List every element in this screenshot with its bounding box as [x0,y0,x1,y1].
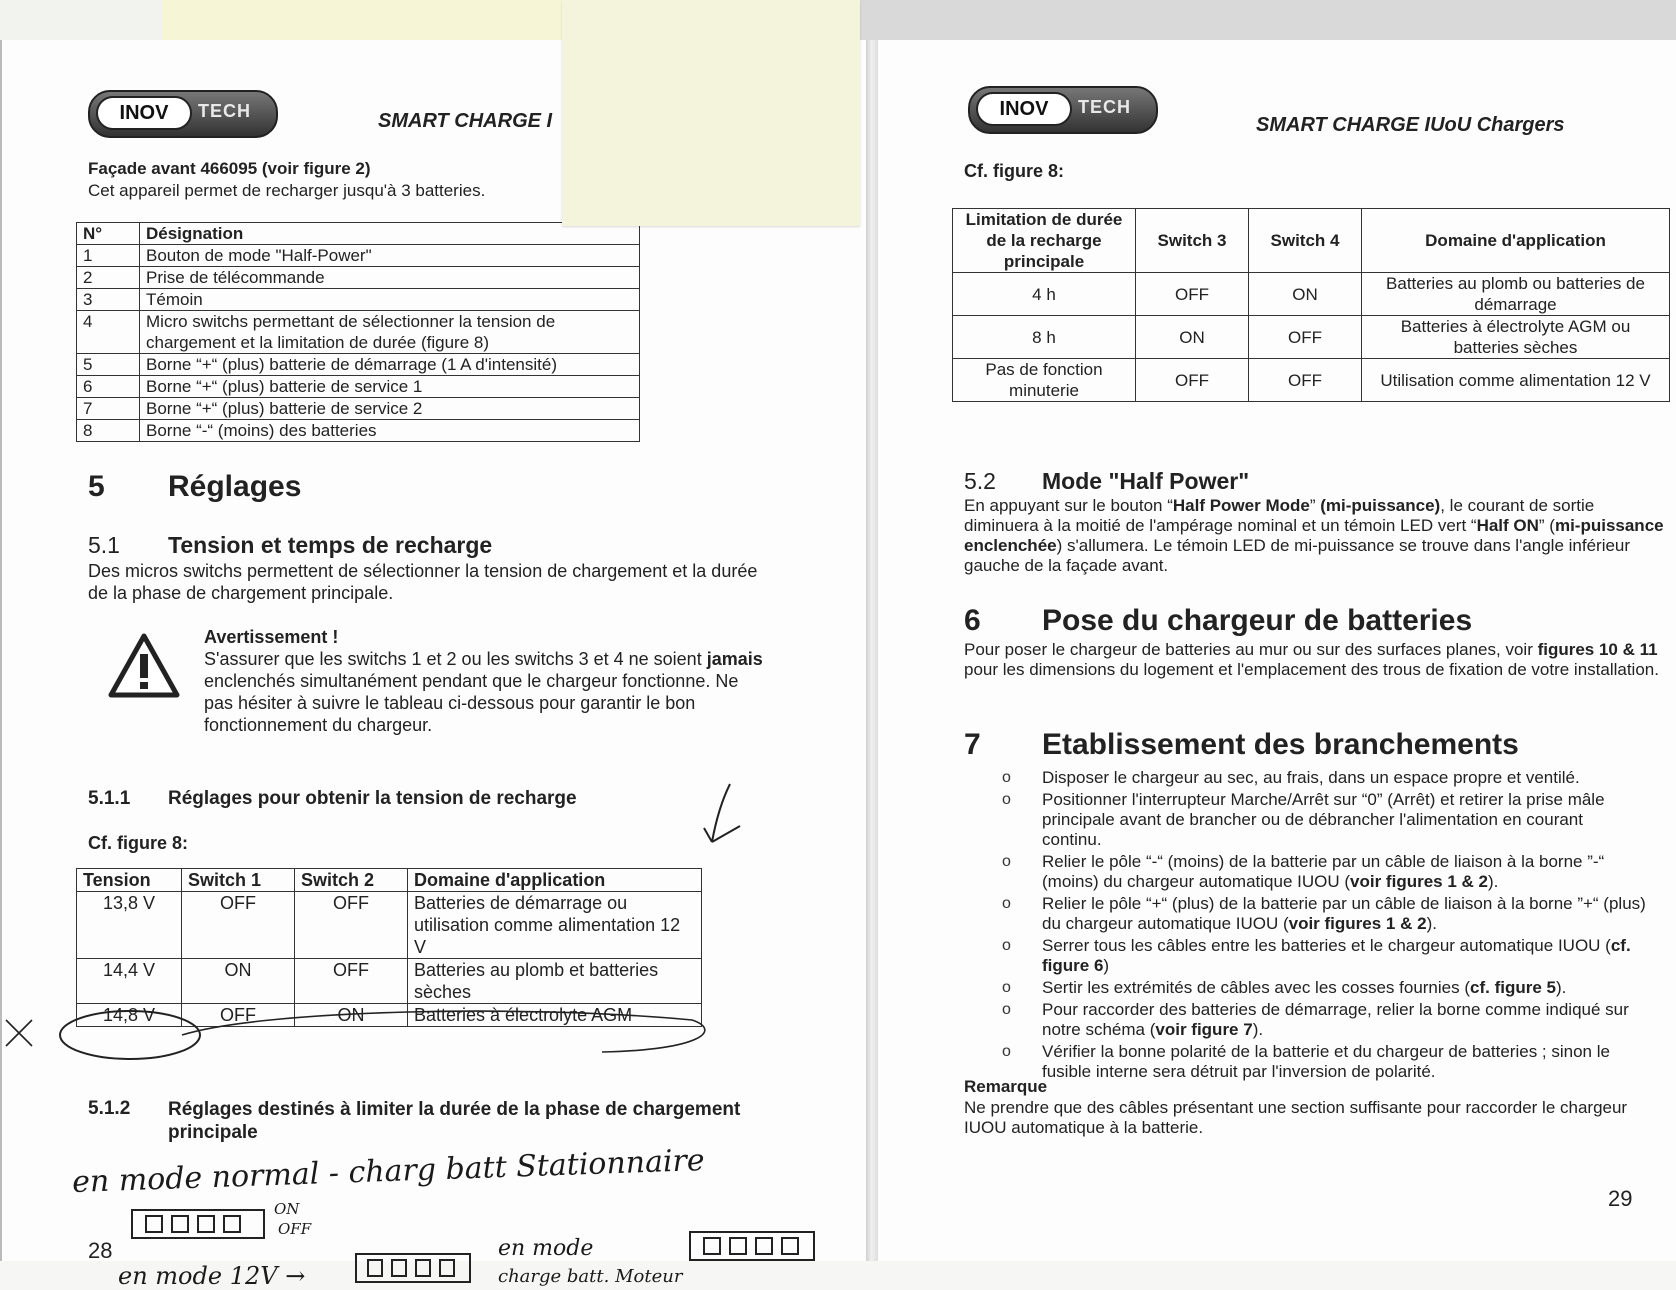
table-row [77,354,640,376]
logo-tech-text: TECH [198,101,251,121]
section-subtitle: Cet appareil permet de recharger jusqu'à 3 batteries. [88,181,486,200]
table-row [77,420,640,442]
table-cell: OFF [295,892,408,959]
section-6-title: Pose du chargeur de batteries [1042,604,1473,637]
table-cell: 8 h [953,316,1136,359]
section-5-title: Réglages [168,470,302,503]
table-header-cell: Switch 1 [182,869,295,892]
table-header-cell: Domaine d'application [1362,209,1670,273]
table-cell: Témoin [140,289,640,311]
scan-top-strip-left [0,0,162,40]
table-cell: OFF [1136,273,1249,316]
handwritten-switch-sketch-1 [130,1204,270,1244]
table-header-row [77,223,640,245]
handwritten-note-3b: charge batt. Moteur [498,1266,683,1287]
list-item: o Relier le pôle “+“ (plus) de la batterie par un câble de liaison à la borne ”+“ (plus) du chargeur automatique IUOU (voir figures 1 & 2). [970,894,1646,934]
table-row [77,892,702,959]
logo-tech-text: TECH [1078,97,1131,117]
logo-inov-text: INOV [96,96,192,130]
table-cell: 14,8 V [77,1004,182,1027]
list-item: o Relier le pôle “-“ (moins) de la batterie par un câble de liaison à la borne ”-“ (moins) du chargeur automatique IUOU (voir figures 1 & 2). [970,852,1646,892]
table-cell: OFF [182,1004,295,1027]
table-row [953,273,1670,316]
logo-inov-text: INOV [976,92,1072,126]
designation-table [76,222,640,442]
section-7-title: Etablissement des branchements [1042,728,1519,761]
table-cell: Utilisation comme alimentation 12 V [1362,359,1670,402]
table-cell: Borne “+“ (plus) batterie de service 1 [140,376,640,398]
section-5-1-1-number: 5.1.1 [88,788,131,809]
table-cell: Batteries au plomb et batteries sèches [408,959,702,1004]
handwritten-off-label: OFF [278,1220,312,1238]
handwritten-check-mark [692,780,752,860]
table-cell: Pas de fonction minuterie [953,359,1136,402]
scan-top-strip-right [860,0,1676,40]
table-cell: 2 [77,267,140,289]
running-header: SMART CHARGE I [378,110,553,132]
list-item: o Vérifier la bonne polarité de la batterie et du chargeur de batteries ; sinon le fusible interne sera détruit par l'inversion de polarité. [970,1042,1646,1082]
list-item: o Serrer tous les câbles entre les batteries et le chargeur automatique IUOU (cf. figure 6) [970,936,1646,976]
table-cell: Bouton de mode "Half-Power" [140,245,640,267]
section-6-number: 6 [964,604,981,637]
section-5-number: 5 [88,470,105,503]
table-cell: Batteries à électrolyte AGM [408,1004,702,1027]
table-header-cell: Switch 3 [1136,209,1249,273]
page-number: 29 [1608,1186,1633,1211]
table-cell: 3 [77,289,140,311]
inovtech-logo [968,86,1158,134]
table-row [77,245,640,267]
table-cell: 7 [77,398,140,420]
table-cell: Prise de télécommande [140,267,640,289]
section-6-body: Pour poser le chargeur de batteries au mur ou sur des surfaces planes, voir figures 10 & 11 pour les dimensions du logement et l'emplacement des trous de fixation de votre installation. [964,640,1659,679]
table-row [77,267,640,289]
table-header-cell: Limitation de durée de la recharge principale [953,209,1136,273]
handwritten-circle-annotation [2,990,722,1070]
table-header-cell: N° [77,223,140,245]
running-header: SMART CHARGE IUoU Chargers [1256,114,1565,136]
table-cell: Borne “-“ (moins) des batteries [140,420,640,442]
duration-table [952,208,1670,402]
table-cell: 1 [77,245,140,267]
table-cell: ON [295,1004,408,1027]
sticky-note [562,0,860,226]
table-header-cell: Désignation [140,223,640,245]
handwritten-switch-sketch-3 [688,1230,818,1264]
table-row [77,289,640,311]
right-page [878,40,1676,1261]
table-header-cell: Switch 2 [295,869,408,892]
handwritten-switch-sketch-2 [354,1252,474,1286]
table-cell: ON [182,959,295,1004]
table-cell: Borne “+“ (plus) batterie de service 2 [140,398,640,420]
table-header-cell: Switch 4 [1249,209,1362,273]
table-cell: 5 [77,354,140,376]
handwritten-note-1: en mode normal - charg batt Stationnaire [71,1142,706,1201]
table-cell: Borne “+“ (plus) batterie de démarrage (1 A d'intensité) [140,354,640,376]
list-item: o Disposer le chargeur au sec, au frais, dans un espace propre et ventilé. [970,768,1646,788]
cf-figure-8-label: Cf. figure 8: [964,161,1065,181]
table-cell: 13,8 V [77,892,182,959]
section-5-1-2-title: Réglages destinés à limiter la durée de la phase de chargement principale [168,1099,741,1143]
table-row [77,311,640,354]
section-5-1-title: Tension et temps de recharge [168,532,493,558]
table-cell: Batteries au plomb ou batteries de démarrage [1362,273,1670,316]
section-5-1-body: Des micros switchs permettent de sélectionner la tension de chargement et la durée de la phase de chargement principale. [88,561,758,603]
section-5-2-number: 5.2 [964,468,996,494]
table-cell: Batteries à électrolyte AGM ou batteries sèches [1362,316,1670,359]
warning-text: S'assurer que les switchs 1 et 2 ou les switchs 3 et 4 ne soient jamais enclenchés simultanément pendant que le chargeur fonctionne. Ne pas hésiter à suivre le tableau ci-dessous pour garantir le bon fonctionnement du chargeur. [204,649,763,735]
scan-top-strip-yellow [162,0,562,40]
section-5-2-title: Mode "Half Power" [1042,468,1250,494]
table-cell: OFF [1136,359,1249,402]
table-cell: Micro switchs permettant de sélectionner la tension de chargement et la limitation de durée (figure 8) [140,311,640,354]
table-row [77,376,640,398]
handwritten-on-label: ON [274,1200,300,1218]
section-5-2-body: En appuyant sur le bouton “Half Power Mode” (mi-puissance), le courant de sortie diminuera à la moitié de l'ampérage nominal et un témoin LED vert “Half ON” (mi-puissance enclenchée) s'allumera. Le témoin LED de mi-puissance se trouve dans l'angle inférieur gauche de la façade avant. [964,496,1664,575]
list-item: o Sertir les extrémités de câbles avec les cosses fournies (cf. figure 5). [970,978,1646,998]
table-row [77,398,640,420]
table-header-cell: Domaine d'application [408,869,702,892]
table-cell: ON [1136,316,1249,359]
table-cell: 4 h [953,273,1136,316]
connection-steps-list [970,768,1646,1084]
table-header-row [77,869,702,892]
inovtech-logo [88,90,278,138]
table-cell: 8 [77,420,140,442]
table-cell: 14,4 V [77,959,182,1004]
handwritten-note-3a: en mode [498,1236,594,1261]
section-5-1-2-number: 5.1.2 [88,1098,131,1119]
table-header-row [953,209,1670,273]
remark-title: Remarque [964,1077,1048,1096]
list-item: o Pour raccorder des batteries de démarrage, relier la borne comme indiqué sur notre schéma (voir figure 7). [970,1000,1646,1040]
list-item: o Positionner l'interrupteur Marche/Arrêt sur “0” (Arrêt) et retirer la prise mâle principale avant de brancher ou de débrancher l'alimentation en courant continu. [970,790,1646,850]
table-cell: OFF [182,892,295,959]
page-number: 28 [88,1238,113,1263]
table-row [953,359,1670,402]
table-cell: 6 [77,376,140,398]
cf-figure-8-label: Cf. figure 8: [88,833,189,853]
table-header-cell: Tension [77,869,182,892]
section-7-number: 7 [964,728,981,761]
warning-title: Avertissement ! [204,627,339,647]
table-row [953,316,1670,359]
table-cell: ON [1249,273,1362,316]
table-cell: Batteries de démarrage ou utilisation comme alimentation 12 V [408,892,702,959]
table-cell: OFF [1249,359,1362,402]
section-title: Façade avant 466095 (voir figure 2) [88,159,371,178]
section-5-1-1-title: Réglages pour obtenir la tension de recharge [168,788,577,809]
remark-text: Ne prendre que des câbles présentant une section suffisante pour raccorder le chargeur IUOU automatique à la batterie. [964,1098,1628,1137]
table-cell: OFF [1249,316,1362,359]
warning-icon [108,632,180,698]
section-5-1-number: 5.1 [88,532,120,558]
table-cell: OFF [295,959,408,1004]
handwritten-note-2: en mode 12V → [118,1262,306,1290]
table-cell: 4 [77,311,140,354]
